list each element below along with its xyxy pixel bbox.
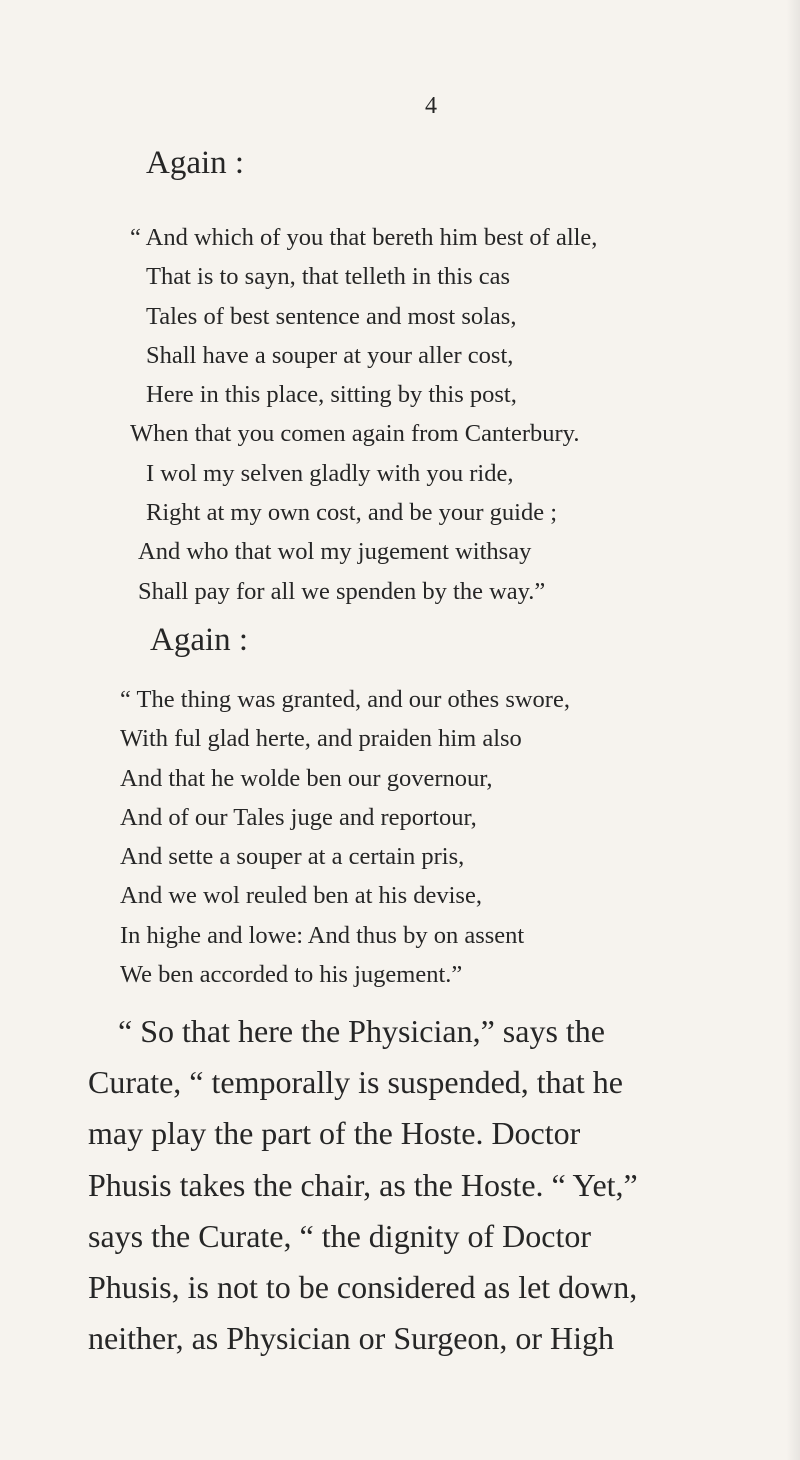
prose-line: may play the part of the Hoste. Doctor (88, 1115, 581, 1152)
prose-paragraph (88, 1006, 638, 1364)
section-heading-2: Again : (150, 622, 249, 658)
verse-line: Tales of best sentence and most solas, (146, 302, 517, 330)
verse-line: “ And which of you that bereth him best of alle, (130, 224, 598, 251)
verse-line: When that you comen again from Canterbury. (130, 420, 580, 448)
verse-line: “ The thing was granted, and our othes swore, (120, 686, 570, 713)
verse-block-2 (120, 680, 570, 994)
verse-line: Right at my own cost, and be your guide ; (146, 499, 557, 527)
prose-line: neither, as Physician or Surgeon, or High (88, 1320, 615, 1357)
verse-line: I wol my selven gladly with you ride, (146, 459, 514, 487)
page-number: 4 (425, 93, 437, 119)
verse-line: And who that wol my jugement withsay (138, 538, 532, 566)
page-edge (786, 0, 800, 1460)
verse-line: And sette a souper at a certain pris, (120, 843, 465, 871)
verse-line: In highe and lowe: And thus by on assent (120, 921, 525, 949)
verse-line: And that he wolde ben our governour, (120, 764, 493, 792)
section-heading-1: Again : (146, 145, 245, 181)
verse-line: We ben accorded to his jugement.” (120, 961, 463, 989)
verse-line: Here in this place, sitting by this post, (146, 381, 517, 409)
verse-block-1 (130, 218, 597, 611)
verse-line: Shall pay for all we spenden by the way.” (138, 577, 546, 605)
verse-line: With ful glad herte, and praiden him also (120, 725, 522, 753)
prose-line: Phusis, is not to be considered as let down, (88, 1268, 638, 1305)
verse-line: And we wol reuled ben at his devise, (120, 882, 482, 910)
prose-line: says the Curate, “ the dignity of Doctor (88, 1217, 591, 1254)
prose-line: Phusis takes the chair, as the Hoste. “ Yet,” (88, 1166, 638, 1203)
verse-line: Shall have a souper at your aller cost, (146, 341, 514, 369)
verse-line: And of our Tales juge and reportour, (120, 803, 477, 831)
prose-line: Curate, “ temporally is suspended, that he (88, 1064, 623, 1101)
prose-line: “ So that here the Physician,” says the (118, 1013, 605, 1049)
verse-line: That is to sayn, that telleth in this cas (146, 263, 511, 291)
